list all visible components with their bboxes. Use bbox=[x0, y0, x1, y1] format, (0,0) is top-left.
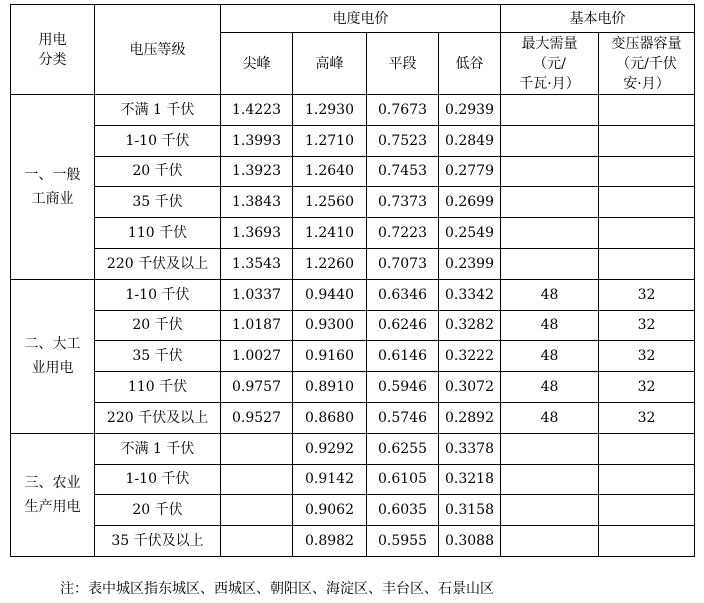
header-transformer-line: 安·月） bbox=[623, 75, 670, 92]
voltage-cell: 110 千伏 bbox=[95, 372, 221, 403]
price-valley-cell: 0.2892 bbox=[439, 402, 501, 433]
transformer-capacity-cell: 32 bbox=[599, 372, 695, 403]
price-flat-cell: 0.7073 bbox=[367, 248, 439, 279]
price-flat-cell: 0.6146 bbox=[367, 341, 439, 372]
header-transformer-line: （元/千伏 bbox=[616, 55, 677, 72]
max-demand-cell bbox=[501, 248, 599, 279]
table-row bbox=[11, 279, 695, 310]
price-peak-cell: 0.9757 bbox=[221, 372, 293, 403]
price-flat-cell: 0.5955 bbox=[367, 526, 439, 557]
category-cell bbox=[11, 95, 95, 280]
category-line: 工商业 bbox=[31, 190, 74, 207]
price-peak-cell: 1.3843 bbox=[221, 187, 293, 218]
price-peak-cell: 1.0187 bbox=[221, 310, 293, 341]
price-high-cell: 1.2410 bbox=[293, 218, 367, 249]
transformer-capacity-cell: 32 bbox=[599, 402, 695, 433]
max-demand-cell bbox=[501, 125, 599, 156]
price-valley-cell: 0.2699 bbox=[439, 187, 501, 218]
table-row bbox=[11, 95, 695, 126]
price-peak-cell: 1.4223 bbox=[221, 95, 293, 126]
max-demand-cell bbox=[501, 433, 599, 464]
max-demand-cell: 48 bbox=[501, 279, 599, 310]
price-high-cell: 0.8910 bbox=[293, 372, 367, 403]
transformer-capacity-cell: 32 bbox=[599, 279, 695, 310]
price-valley-cell: 0.3342 bbox=[439, 279, 501, 310]
price-high-cell: 0.9440 bbox=[293, 279, 367, 310]
transformer-capacity-cell bbox=[599, 187, 695, 218]
price-flat-cell: 0.6035 bbox=[367, 495, 439, 526]
category-cell bbox=[11, 279, 95, 433]
header-max-demand-line: 最大需量 bbox=[521, 35, 578, 52]
voltage-cell: 220 千伏及以上 bbox=[95, 248, 221, 279]
category-cell bbox=[11, 433, 95, 556]
header-voltage: 电压等级 bbox=[95, 5, 221, 95]
price-flat-cell: 0.6105 bbox=[367, 464, 439, 495]
category-line: 二、大工 bbox=[24, 336, 81, 353]
price-high-cell: 1.2710 bbox=[293, 125, 367, 156]
price-peak-cell: 1.3923 bbox=[221, 156, 293, 187]
voltage-cell: 20 千伏 bbox=[95, 156, 221, 187]
voltage-cell: 1-10 千伏 bbox=[95, 279, 221, 310]
price-peak-cell: 1.3693 bbox=[221, 218, 293, 249]
max-demand-cell bbox=[501, 526, 599, 557]
table-row bbox=[11, 464, 695, 495]
price-high-cell: 1.2930 bbox=[293, 95, 367, 126]
price-high-cell: 1.2260 bbox=[293, 248, 367, 279]
transformer-capacity-cell bbox=[599, 495, 695, 526]
price-valley-cell: 0.2549 bbox=[439, 218, 501, 249]
transformer-capacity-cell: 32 bbox=[599, 310, 695, 341]
price-valley-cell: 0.2849 bbox=[439, 125, 501, 156]
price-valley-cell: 0.3072 bbox=[439, 372, 501, 403]
table-row bbox=[11, 310, 695, 341]
price-valley-cell: 0.2939 bbox=[439, 95, 501, 126]
table-row bbox=[11, 218, 695, 249]
header-transformer-line: 变压器容量 bbox=[611, 35, 682, 52]
transformer-capacity-cell: 32 bbox=[599, 341, 695, 372]
price-peak-cell bbox=[221, 464, 293, 495]
price-flat-cell: 0.7523 bbox=[367, 125, 439, 156]
price-flat-cell: 0.6255 bbox=[367, 433, 439, 464]
price-peak-cell bbox=[221, 433, 293, 464]
voltage-cell: 1-10 千伏 bbox=[95, 464, 221, 495]
price-high-cell: 0.9292 bbox=[293, 433, 367, 464]
voltage-cell: 35 千伏 bbox=[95, 187, 221, 218]
price-high-cell: 0.9062 bbox=[293, 495, 367, 526]
price-valley-cell: 0.3088 bbox=[439, 526, 501, 557]
header-category-line: 分类 bbox=[38, 51, 67, 68]
header-transformer-capacity bbox=[599, 33, 695, 95]
table-row bbox=[11, 433, 695, 464]
max-demand-cell bbox=[501, 495, 599, 526]
header-max-demand bbox=[501, 33, 599, 95]
voltage-cell: 不满 1 千伏 bbox=[95, 433, 221, 464]
price-flat-cell: 0.5746 bbox=[367, 402, 439, 433]
table-row bbox=[11, 526, 695, 557]
price-flat-cell: 0.6346 bbox=[367, 279, 439, 310]
voltage-cell: 220 千伏及以上 bbox=[95, 402, 221, 433]
transformer-capacity-cell bbox=[599, 248, 695, 279]
transformer-capacity-cell bbox=[599, 464, 695, 495]
price-high-cell: 1.2640 bbox=[293, 156, 367, 187]
table-row bbox=[11, 156, 695, 187]
category-line: 业用电 bbox=[31, 360, 74, 377]
table-row bbox=[11, 248, 695, 279]
table-row bbox=[11, 187, 695, 218]
transformer-capacity-cell bbox=[599, 218, 695, 249]
price-high-cell: 0.9160 bbox=[293, 341, 367, 372]
voltage-cell: 35 千伏 bbox=[95, 341, 221, 372]
price-flat-cell: 0.7223 bbox=[367, 218, 439, 249]
header-energy-price: 电度电价 bbox=[221, 5, 501, 33]
price-high-cell: 1.2560 bbox=[293, 187, 367, 218]
transformer-capacity-cell bbox=[599, 526, 695, 557]
max-demand-cell bbox=[501, 218, 599, 249]
table-row bbox=[11, 495, 695, 526]
category-line: 三、农业 bbox=[24, 474, 81, 491]
header-period-valley: 低谷 bbox=[439, 33, 501, 95]
footnote: 注：表中城区指东城区、西城区、朝阳区、海淀区、丰台区、石景山区 bbox=[60, 581, 494, 597]
max-demand-cell bbox=[501, 464, 599, 495]
voltage-cell: 110 千伏 bbox=[95, 218, 221, 249]
price-valley-cell: 0.2399 bbox=[439, 248, 501, 279]
voltage-cell: 20 千伏 bbox=[95, 310, 221, 341]
max-demand-cell: 48 bbox=[501, 372, 599, 403]
table-row bbox=[11, 125, 695, 156]
header-basic-price: 基本电价 bbox=[501, 5, 695, 33]
category-line: 一、一般 bbox=[24, 166, 81, 183]
price-flat-cell: 0.7373 bbox=[367, 187, 439, 218]
category-line: 生产用电 bbox=[24, 498, 81, 515]
transformer-capacity-cell bbox=[599, 433, 695, 464]
max-demand-cell: 48 bbox=[501, 402, 599, 433]
price-high-cell: 0.8982 bbox=[293, 526, 367, 557]
voltage-cell: 不满 1 千伏 bbox=[95, 95, 221, 126]
price-high-cell: 0.9300 bbox=[293, 310, 367, 341]
price-peak-cell bbox=[221, 495, 293, 526]
max-demand-cell bbox=[501, 156, 599, 187]
max-demand-cell bbox=[501, 187, 599, 218]
header-max-demand-line: 千瓦·月） bbox=[519, 75, 580, 92]
price-flat-cell: 0.6246 bbox=[367, 310, 439, 341]
price-valley-cell: 0.3222 bbox=[439, 341, 501, 372]
transformer-capacity-cell bbox=[599, 156, 695, 187]
price-valley-cell: 0.3378 bbox=[439, 433, 501, 464]
header-category-line: 用电 bbox=[38, 31, 67, 48]
price-peak-cell: 0.9527 bbox=[221, 402, 293, 433]
price-peak-cell: 1.0027 bbox=[221, 341, 293, 372]
table-row bbox=[11, 402, 695, 433]
table-row bbox=[11, 341, 695, 372]
header-period-high: 高峰 bbox=[293, 33, 367, 95]
header-period-flat: 平段 bbox=[367, 33, 439, 95]
price-flat-cell: 0.5946 bbox=[367, 372, 439, 403]
voltage-cell: 35 千伏及以上 bbox=[95, 526, 221, 557]
max-demand-cell: 48 bbox=[501, 310, 599, 341]
price-peak-cell: 1.3543 bbox=[221, 248, 293, 279]
max-demand-cell: 48 bbox=[501, 341, 599, 372]
price-peak-cell: 1.3993 bbox=[221, 125, 293, 156]
transformer-capacity-cell bbox=[599, 95, 695, 126]
table-row bbox=[11, 372, 695, 403]
price-valley-cell: 0.3282 bbox=[439, 310, 501, 341]
price-flat-cell: 0.7673 bbox=[367, 95, 439, 126]
price-valley-cell: 0.2779 bbox=[439, 156, 501, 187]
price-high-cell: 0.8680 bbox=[293, 402, 367, 433]
header-category bbox=[11, 5, 95, 95]
price-high-cell: 0.9142 bbox=[293, 464, 367, 495]
voltage-cell: 1-10 千伏 bbox=[95, 125, 221, 156]
header-max-demand-line: （元/ bbox=[533, 55, 566, 72]
price-valley-cell: 0.3158 bbox=[439, 495, 501, 526]
price-peak-cell bbox=[221, 526, 293, 557]
voltage-cell: 20 千伏 bbox=[95, 495, 221, 526]
price-valley-cell: 0.3218 bbox=[439, 464, 501, 495]
header-period-peak: 尖峰 bbox=[221, 33, 293, 95]
price-peak-cell: 1.0337 bbox=[221, 279, 293, 310]
price-flat-cell: 0.7453 bbox=[367, 156, 439, 187]
electricity-price-table bbox=[10, 4, 695, 557]
transformer-capacity-cell bbox=[599, 125, 695, 156]
max-demand-cell bbox=[501, 95, 599, 126]
